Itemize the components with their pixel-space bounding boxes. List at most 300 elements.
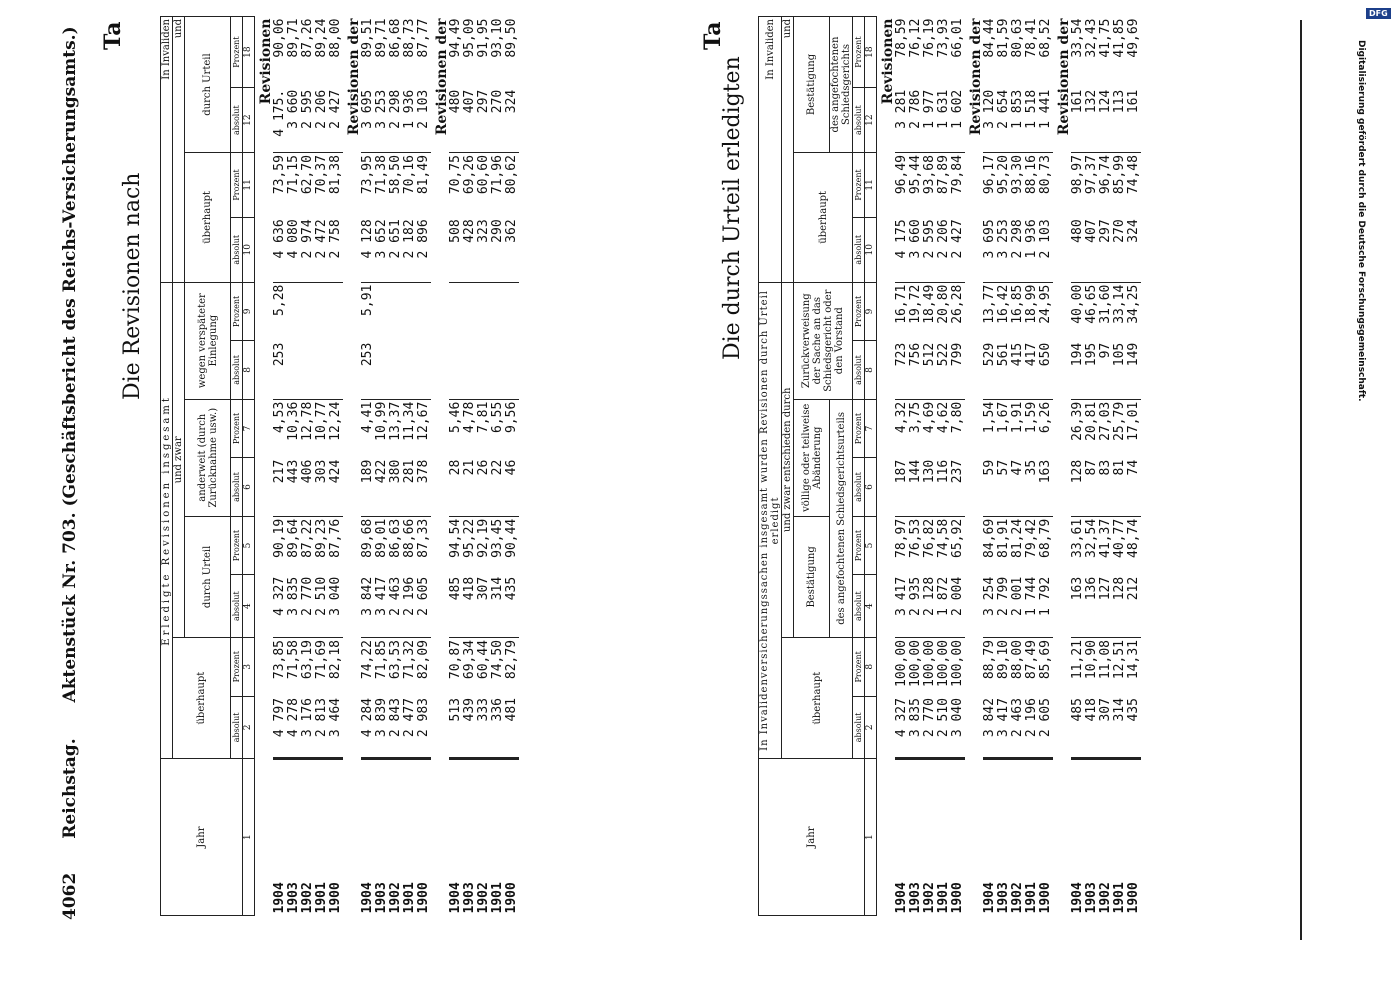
year-cell: 1903 [375, 759, 389, 916]
absolute-cell: 81 [1113, 458, 1127, 517]
percent-cell: 74,50 [490, 639, 505, 680]
absolute-cell: 3 695 [983, 217, 997, 282]
table-row [329, 17, 343, 916]
percent-cell: 88,16 [1024, 155, 1039, 195]
section-label: Revisionen der [434, 18, 450, 136]
column-number: 4 [243, 575, 255, 638]
sub-abs: absolut [231, 458, 243, 517]
column-number: 7 [243, 399, 255, 458]
header-left-title: Reichstag. [60, 738, 80, 839]
absolute-cell: 415 [1011, 341, 1025, 400]
absolute-cell: 297 [477, 88, 491, 153]
percent-cell: 89,71 [286, 18, 301, 58]
table-row [1071, 17, 1085, 916]
table2-title: Die durch Urteil erledigten [720, 56, 745, 360]
absolute-cell: 2 206 [315, 88, 329, 153]
percent-cell: 5,28 [272, 284, 287, 316]
column-number: 2 [865, 696, 877, 759]
percent-cell: 71,85 [374, 639, 389, 680]
percent-cell: 12,67 [416, 401, 431, 441]
table-row [505, 17, 519, 916]
absolute-cell: 3 040 [951, 696, 965, 759]
percent-cell: 1,59 [1024, 401, 1039, 434]
percent-cell: 89,10 [996, 640, 1011, 680]
absolute-cell [477, 341, 491, 400]
percent-cell: 1,91 [1010, 401, 1025, 434]
percent-cell: 11,21 [1070, 640, 1085, 680]
percent-cell: 96,17 [982, 155, 997, 195]
absolute-cell: 3 842 [361, 575, 375, 638]
absolute-cell [403, 341, 417, 400]
percent-cell: 68,52 [1038, 18, 1053, 58]
table-row [477, 17, 491, 916]
absolute-cell: 2 813 [315, 696, 329, 759]
percent-cell: 13,37 [388, 401, 403, 441]
percent-cell: 70,37 [314, 155, 329, 195]
table-row [491, 17, 505, 916]
absolute-cell [505, 341, 519, 400]
col-ueberhaupt2: überhaupt [185, 153, 231, 283]
table-row [1085, 17, 1099, 916]
heading-und: und [173, 17, 185, 283]
col-zurueck: Zurückverweisung der Sache an das Schiedsgericht oder den Vorstand [794, 282, 853, 399]
percent-cell: 70,87 [448, 639, 463, 680]
percent-cell: 87,89 [936, 155, 951, 195]
percent-cell: 40,77 [1112, 518, 1127, 558]
table1-ta: Ta [100, 21, 126, 50]
year-cell: 1903 [1085, 759, 1099, 916]
percent-cell [491, 282, 505, 341]
percent-cell: 89,71 [374, 18, 389, 58]
percent-cell: 100,00 [922, 640, 937, 687]
column-number: 9 [865, 282, 877, 341]
percent-cell: 73,85 [272, 639, 287, 680]
percent-cell: 41,37 [1098, 518, 1113, 558]
percent-cell: 27,03 [1098, 401, 1113, 441]
absolute-cell: 1 441 [1039, 88, 1053, 153]
percent-cell: 82,79 [504, 639, 519, 680]
col-durch-urteil2: durch Urteil [185, 17, 231, 153]
percent-cell: 79,42 [1024, 518, 1039, 558]
percent-cell: 71,96 [490, 155, 505, 195]
percent-cell [477, 282, 491, 341]
dfg-logo: DFG [1366, 8, 1391, 19]
percent-cell: 19,72 [908, 284, 923, 324]
percent-cell: 10,90 [1084, 640, 1099, 680]
absolute-cell: 1 602 [951, 88, 965, 153]
heading-right: In Invaliden [759, 17, 782, 283]
percent-cell: 34,25 [1126, 284, 1141, 324]
table-row [937, 17, 951, 916]
absolute-cell: 22 [491, 458, 505, 517]
sub-proz: Prozent [853, 17, 865, 88]
absolute-cell: 512 [923, 341, 937, 400]
absolute-cell: 480 [449, 88, 463, 153]
absolute-cell: 3 842 [983, 696, 997, 759]
percent-cell [301, 282, 315, 341]
absolute-cell [491, 341, 505, 400]
table-row [1039, 17, 1053, 916]
percent-cell: 89,23 [314, 518, 329, 558]
percent-cell: 63,53 [388, 639, 403, 680]
percent-cell: 74,48 [1126, 155, 1141, 195]
absolute-cell: 4 327 [895, 696, 909, 759]
percent-cell: 20,80 [936, 284, 951, 324]
absolute-cell: 2 182 [403, 217, 417, 282]
absolute-cell: 4 128 [361, 217, 375, 282]
absolute-cell: 26 [477, 458, 491, 517]
column-number: 11 [243, 153, 255, 218]
year-cell: 1901 [937, 759, 951, 916]
percent-cell: 74,58 [936, 518, 951, 558]
percent-cell: 26,28 [950, 284, 965, 324]
percent-cell [463, 282, 477, 341]
table-row [951, 17, 965, 916]
absolute-cell: 4 175. [273, 88, 287, 153]
absolute-cell: 2 595 [301, 88, 315, 153]
absolute-cell: 149 [1127, 341, 1141, 400]
percent-cell [329, 282, 343, 341]
absolute-cell: 3 176 [301, 696, 315, 759]
dfg-credit [1356, 40, 1366, 402]
column-number: 5 [243, 516, 255, 575]
percent-cell: 5,46 [448, 401, 463, 433]
absolute-cell [301, 341, 315, 400]
heading-und: und [782, 17, 794, 283]
percent-cell: 16,85 [1010, 284, 1025, 324]
col-bestaetigung: Bestätigung [794, 516, 830, 637]
percent-cell: 68,79 [1038, 518, 1053, 558]
percent-cell: 12,51 [1112, 640, 1127, 680]
table-row [287, 17, 301, 916]
percent-cell: 24,95 [1038, 284, 1053, 324]
percent-cell: 12,24 [328, 401, 343, 441]
percent-cell: 100,00 [936, 640, 951, 687]
absolute-cell: 1 631 [937, 88, 951, 153]
absolute-cell: 2 786 [909, 88, 923, 153]
absolute-cell: 28 [449, 458, 463, 517]
percent-cell: 73,95 [360, 155, 375, 195]
table-row [361, 17, 375, 916]
column-number: 18 [243, 17, 255, 88]
column-number: 18 [865, 17, 877, 88]
absolute-cell: 130 [923, 458, 937, 517]
absolute-cell: 1 744 [1025, 575, 1039, 638]
absolute-cell: 378 [417, 458, 431, 517]
absolute-cell: 2 654 [997, 88, 1011, 153]
column-number: 8 [865, 638, 877, 697]
percent-cell: 90,06 [272, 18, 287, 58]
absolute-cell: 2 799 [997, 575, 1011, 638]
percent-cell: 95,20 [996, 155, 1011, 195]
absolute-cell: 723 [895, 341, 909, 400]
sub-proz: Prozent [853, 638, 865, 697]
year-cell: 1904 [983, 759, 997, 916]
year-cell: 1902 [477, 759, 491, 916]
absolute-cell: 194 [1071, 341, 1085, 400]
percent-cell: 91,95 [476, 18, 491, 58]
absolute-cell: 297 [1099, 217, 1113, 282]
sub-proz: Prozent [231, 516, 243, 575]
year-cell: 1902 [1099, 759, 1113, 916]
percent-cell: 73,93 [936, 18, 951, 58]
col-durch-urteil: durch Urteil [185, 516, 231, 637]
absolute-cell: 4 080 [287, 217, 301, 282]
absolute-cell: 303 [315, 458, 329, 517]
percent-cell: 97,37 [1084, 155, 1099, 195]
percent-cell: 95,09 [462, 18, 477, 58]
column-number: 8 [243, 341, 255, 400]
col-ueberhaupt2: überhaupt [794, 153, 853, 283]
absolute-cell: 3 660 [287, 88, 301, 153]
absolute-cell: 2 103 [417, 88, 431, 153]
section-header [431, 17, 449, 916]
absolute-cell: 3 281 [895, 88, 909, 153]
percent-cell: 71,15 [286, 155, 301, 195]
absolute-cell: 3 253 [375, 88, 389, 153]
percent-cell [505, 282, 519, 341]
absolute-cell: 324 [505, 88, 519, 153]
percent-cell: 60,60 [476, 155, 491, 195]
column-number: 8 [865, 341, 877, 400]
absolute-cell: 1 518 [1025, 88, 1039, 153]
year-cell: 1901 [315, 759, 329, 916]
percent-cell: 17,01 [1126, 401, 1141, 441]
column-number: 1 [243, 759, 255, 916]
absolute-cell: 3 417 [375, 575, 389, 638]
year-cell: 1900 [1039, 759, 1053, 916]
absolute-cell: 163 [1071, 575, 1085, 638]
percent-cell: 11,08 [1098, 640, 1113, 680]
absolute-cell: 105 [1113, 341, 1127, 400]
absolute-cell: 481 [505, 696, 519, 759]
absolute-cell: 2 001 [1011, 575, 1025, 638]
absolute-cell: 113 [1113, 88, 1127, 153]
percent-cell: 96,74 [1098, 155, 1113, 195]
percent-cell: 6,26 [1038, 401, 1053, 434]
col-jahr: Jahr [759, 759, 865, 916]
table-row [909, 17, 923, 916]
section-header [965, 17, 983, 916]
percent-cell: 81,38 [328, 155, 343, 195]
absolute-cell: 59 [983, 458, 997, 517]
percent-cell: 95,44 [908, 155, 923, 195]
percent-cell: 93,68 [922, 155, 937, 195]
percent-cell: 26,39 [1070, 401, 1085, 441]
sub-abs: absolut [231, 341, 243, 400]
table1-title: Die Revisionen nach [120, 172, 145, 400]
absolute-cell: 132 [1085, 88, 1099, 153]
percent-cell: 94,49 [448, 18, 463, 58]
absolute-cell: 1 977 [923, 88, 937, 153]
percent-cell: 89,50 [504, 18, 519, 58]
percent-cell: 87,33 [416, 518, 431, 558]
absolute-cell: 144 [909, 458, 923, 517]
percent-cell: 31,60 [1098, 284, 1113, 324]
absolute-cell: 324 [1127, 217, 1141, 282]
column-number: 9 [243, 282, 255, 341]
absolute-cell: 2 983 [417, 696, 431, 759]
col-bestaetigung2: Bestätigung [794, 17, 830, 153]
percent-cell: 5,91 [360, 284, 375, 316]
absolute-cell: 2 896 [417, 217, 431, 282]
page-bottom-rule [1300, 20, 1302, 940]
absolute-cell: 2 477 [403, 696, 417, 759]
percent-cell [287, 282, 301, 341]
percent-cell: 80,63 [1010, 18, 1025, 58]
absolute-cell: 2 935 [909, 575, 923, 638]
table1 [160, 16, 519, 916]
column-number: 3 [243, 637, 255, 696]
absolute-cell: 97 [1099, 341, 1113, 400]
year-cell: 1900 [417, 759, 431, 916]
absolute-cell: 407 [463, 88, 477, 153]
percent-cell: 95,22 [462, 518, 477, 558]
percent-cell: 14,31 [1126, 640, 1141, 680]
sub-proz: Prozent [231, 282, 243, 341]
absolute-cell: 2 196 [1025, 696, 1039, 759]
absolute-cell: 3 660 [909, 217, 923, 282]
absolute-cell: 3 464 [329, 696, 343, 759]
year-cell: 1902 [1011, 759, 1025, 916]
col-angefochten: des angefochtenen Schiedsgerichtsurteils [830, 399, 853, 637]
percent-cell: 69,26 [462, 155, 477, 195]
table-row [463, 17, 477, 916]
sub-proz: Prozent [231, 399, 243, 458]
sub-abs: absolut [231, 217, 243, 282]
absolute-cell: 2 472 [315, 217, 329, 282]
absolute-cell: 189 [361, 458, 375, 517]
percent-cell [375, 282, 389, 341]
percent-cell: 79,84 [950, 155, 965, 195]
absolute-cell: 57 [997, 458, 1011, 517]
table-row [301, 17, 315, 916]
percent-cell: 63,19 [300, 639, 315, 680]
percent-cell: 46,65 [1084, 284, 1099, 324]
absolute-cell: 422 [375, 458, 389, 517]
percent-cell: 9,56 [504, 401, 519, 433]
percent-cell: 78,59 [894, 18, 909, 58]
absolute-cell: 3 040 [329, 575, 343, 638]
dfg-text: Digitalisierung gefördert durch die Deutsche Forschungsgemeinschaft. [1356, 40, 1366, 402]
absolute-cell: 253 [273, 341, 287, 400]
column-number: 6 [243, 458, 255, 517]
header-right-title: Aktenstück Nr. 703. (Geschäftsbericht des Reichs-Versicherungsamts.) [60, 26, 80, 703]
table2 [758, 16, 1141, 916]
absolute-cell [287, 341, 301, 400]
absolute-cell: 87 [1085, 458, 1099, 517]
percent-cell: 4,62 [936, 401, 951, 434]
absolute-cell: 2 843 [389, 696, 403, 759]
percent-cell: 73,59 [272, 155, 287, 195]
percent-cell: 89,68 [360, 518, 375, 558]
year-cell: 1901 [1113, 759, 1127, 916]
percent-cell [449, 282, 463, 341]
absolute-cell: 2 128 [923, 575, 937, 638]
percent-cell: 96,49 [894, 155, 909, 195]
percent-cell: 62,70 [300, 155, 315, 195]
absolute-cell: 2 206 [937, 217, 951, 282]
absolute-cell: 485 [449, 575, 463, 638]
absolute-cell: 443 [287, 458, 301, 517]
percent-cell: 81,24 [1010, 518, 1025, 558]
sub-proz: Prozent [853, 153, 865, 218]
percent-cell: 85,99 [1112, 155, 1127, 195]
percent-cell: 65,92 [950, 518, 965, 558]
absolute-cell: 485 [1071, 696, 1085, 759]
percent-cell: 16,71 [894, 284, 909, 324]
percent-cell: 32,43 [1084, 18, 1099, 58]
absolute-cell: 323 [477, 217, 491, 282]
absolute-cell: 428 [463, 217, 477, 282]
absolute-cell: 290 [491, 217, 505, 282]
absolute-cell: 47 [1011, 458, 1025, 517]
absolute-cell: 116 [937, 458, 951, 517]
absolute-cell [449, 341, 463, 400]
absolute-cell: 480 [1071, 217, 1085, 282]
year-cell: 1903 [909, 759, 923, 916]
absolute-cell: 406 [301, 458, 315, 517]
absolute-cell: 4 175 [895, 217, 909, 282]
percent-cell: 87,76 [328, 518, 343, 558]
table-row [923, 17, 937, 916]
absolute-cell: 4 284 [361, 696, 375, 759]
percent-cell: 70,75 [448, 155, 463, 195]
table-row [1127, 17, 1141, 916]
column-number: 12 [865, 88, 877, 153]
absolute-cell: 2 298 [1011, 217, 1025, 282]
absolute-cell: 136 [1085, 575, 1099, 638]
absolute-cell: 314 [1113, 696, 1127, 759]
percent-cell: 89,51 [360, 18, 375, 58]
section-label: Revisionen der [968, 18, 984, 136]
absolute-cell: 124 [1099, 88, 1113, 153]
absolute-cell: 161 [1127, 88, 1141, 153]
section-label: Revisionen [880, 18, 896, 105]
absolute-cell: 333 [477, 696, 491, 759]
absolute-cell: 2 974 [301, 217, 315, 282]
column-number: 4 [865, 575, 877, 638]
absolute-cell: 380 [389, 458, 403, 517]
absolute-cell: 2 510 [937, 696, 951, 759]
absolute-cell: 513 [449, 696, 463, 759]
percent-cell: 33,54 [1070, 18, 1085, 58]
absolute-cell: 237 [951, 458, 965, 517]
col-jahr: Jahr [161, 759, 243, 916]
absolute-cell [389, 341, 403, 400]
absolute-cell: 195 [1085, 341, 1099, 400]
section-label: Revisionen der [1056, 18, 1072, 136]
percent-cell: 13,77 [982, 284, 997, 324]
percent-cell: 60,44 [476, 639, 491, 680]
percent-cell: 33,14 [1112, 284, 1127, 324]
percent-cell: 12,78 [300, 401, 315, 441]
col-anderweit: anderweit (durch Zurücknahme usw.) [185, 399, 231, 516]
absolute-cell: 3 839 [375, 696, 389, 759]
column-number: 2 [243, 696, 255, 759]
percent-cell: 90,44 [504, 518, 519, 558]
column-number: 10 [243, 217, 255, 282]
absolute-cell: 46 [505, 458, 519, 517]
table-row [389, 17, 403, 916]
absolute-cell: 3 254 [983, 575, 997, 638]
absolute-cell: 2 004 [951, 575, 965, 638]
column-number: 10 [865, 217, 877, 282]
column-number: 5 [865, 516, 877, 575]
absolute-cell: 799 [951, 341, 965, 400]
absolute-cell: 336 [491, 696, 505, 759]
percent-cell: 85,69 [1038, 640, 1053, 680]
